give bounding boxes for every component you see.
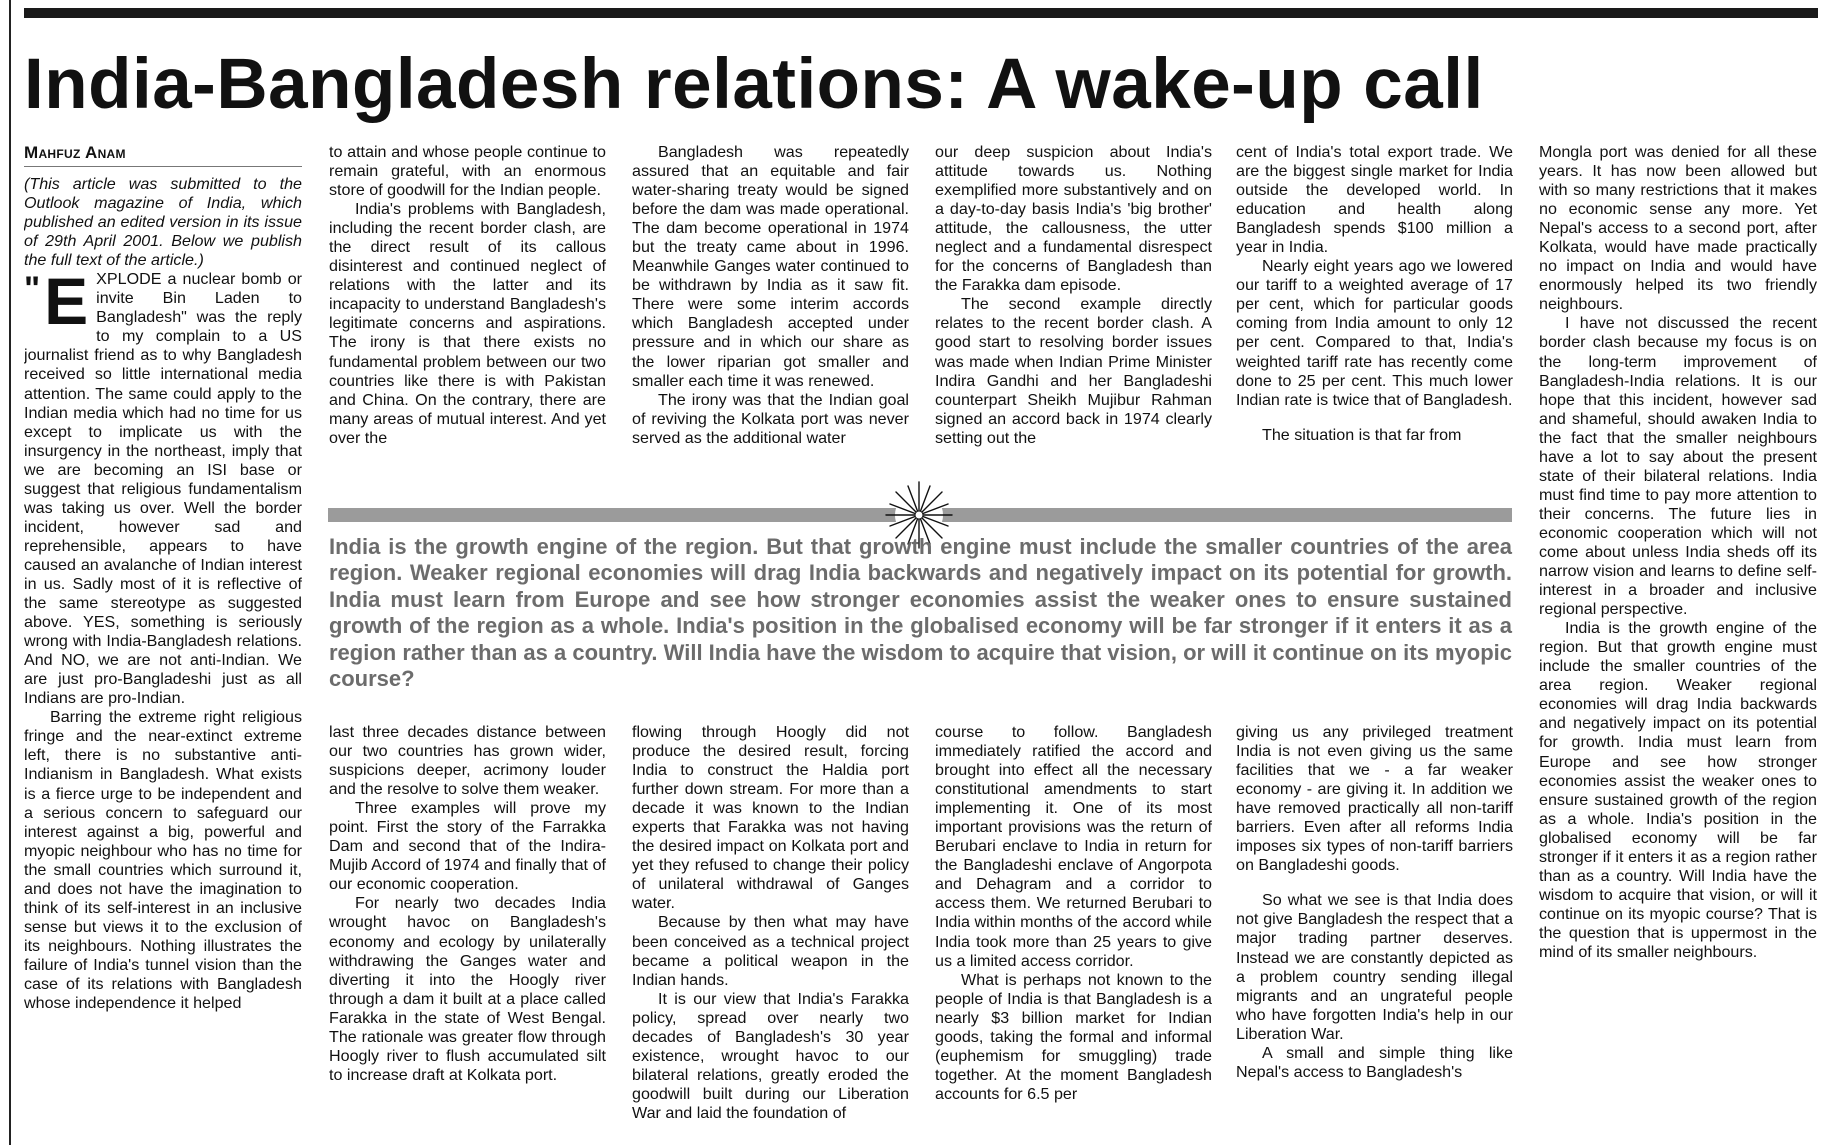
paragraph: For nearly two decades India wrought havoc on Bangladesh's economy and ecology by unilaterally withdrawing the Ganges water and diverting it into the Hoogly river through a dam it built at a place called Farakka in the state of West Bengal. The rationale was greater flow through Hoogly river to flush accumulated silt to increase draft at Kolkata port. — [329, 894, 606, 1084]
paragraph: What is perhaps not known to the people of India is that Bangladesh is a nearly $3 billion market for Indian goods, taking the formal and informal (euphemism for smuggling) trade together. At the moment Bangladesh accounts for 6.5 per — [935, 970, 1212, 1103]
column-5-bottom — [1236, 723, 1513, 1138]
left-border-rule — [9, 0, 11, 1145]
column-3-bottom — [632, 723, 909, 1138]
drop-cap: E — [44, 264, 89, 339]
paragraph: giving us any privileged treatment India is not even giving us the same facilities that we - a far weaker economy - are giving it. In addition we have removed practically all non-tariff barriers. Even after all reforms India imposes six types of non-tariff barriers on Bangladeshi goods. — [1236, 723, 1513, 875]
article-opening — [24, 264, 302, 708]
top-header-rule — [24, 8, 1818, 18]
column-2-bottom — [329, 723, 606, 1138]
paragraph: It is our view that India's Farakka policy, spread over nearly two decades of Bangladesh's 30 year existence, wrought havoc to our bilateral relations, greatly eroded the goodwill built during our Liberation War and laid the foundation of — [632, 989, 909, 1122]
paragraph: India's problems with Bangladesh, including the recent border clash, are the direct result of its callous disinterest and continued neglect of relations with the latter and its incapacity to understand Bangladesh's legitimate concerns and aspirations. The irony is that there exists no fundamental problem between our two countries like there is with Pakistan and China. On the contrary, there are many areas of mutual interest. And yet over the — [329, 200, 606, 447]
paragraph: last three decades distance between our two countries has grown wider, suspicions deeper, acrimony louder and the resolve to solve them weaker. — [329, 723, 606, 799]
paragraph: Bangladesh was repeatedly assured that an equitable and fair water-sharing treaty would be signed before the dam was made operational. The dam become operational in 1974 but the treaty came about in 1996. Meanwhile Ganges water continued to be withdrawn by India as it saw fit. There were some interim accords which Bangladesh accepted under pressure and in which our share as the lower riparian got smaller and smaller each time it was renewed. — [632, 143, 909, 390]
column-4-top — [935, 143, 1212, 488]
pull-quote: India is the growth engine of the region. But that growth engine must include the smaller countries of the area region. Weaker regional economies will drag India backwards and negatively impact on its potential for growth. India must learn from Europe and see how stronger economies assist the weaker ones to ensure sustained growth of the region as a whole. India's position in the globalised economy will be far stronger if it enters it as a region rather than as a country. Will India have the wisdom to acquire that vision, or will it continue on its myopic course? — [329, 534, 1512, 692]
paragraph: our deep suspicion about India's attitude towards us. Nothing exemplified more substantively and on a day-to-day basis India's 'big brother' attitude, the callousness, the utter neglect and a fundamental disrespect for the concerns of Bangladesh than the Farakka dam episode. — [935, 143, 1212, 295]
paragraph: course to follow. Bangladesh immediately ratified the accord and brought into effect all the necessary constitutional amendments to start implementing it. One of its most important provisions was the return of Berubari enclave to India in return for the Bangladeshi enclave of Angorpota and Dehagram and a corridor to access them. We returned Berubari to India within months of the accord while India took more than 25 years to give us a limited access corridor. — [935, 723, 1212, 970]
column-3-top — [632, 143, 909, 488]
paragraph: cent of India's total export trade. We are the biggest single market for India outside the developed world. In education and health along Bangladesh spends $100 million a year in India. — [1236, 143, 1513, 257]
byline: Mahfuz Anam — [24, 143, 302, 167]
paragraph: Because by then what may have been conceived as a technical project became a political weapon in the Indian hands. — [632, 913, 909, 989]
column-2-top — [329, 143, 606, 488]
paragraph: The second example directly relates to the recent border clash. A good start to resolving border issues was made when Indian Prime Minister Indira Gandhi and her Bangladeshi counterpart Sheikh Mujibur Rahman signed an accord back in 1974 clearly setting out the — [935, 295, 1212, 447]
paragraph: Three examples will prove my point. First the story of the Farrakka Dam and second that of the Indira-Mujib Accord of 1974 and finally that of our economic cooperation. — [329, 799, 606, 894]
paragraph: XPLODE a nuclear bomb or invite Bin Laden to Bangladesh" was the reply to my complain to a US journalist friend as to why Bangladesh received so little international media attention. The same could apply to the Indian media which had no time for us except to implicate us with the insurgency in the northeast, imply that we are becoming an ISI base or suggest that religious fundamentalism was taking us over. Well the border incident, however sad and reprehensible, appears to have caused an avalanche of Indian interest in us. Sadly most of it is reflective of the same stereotype as suggested above. YES, something is seriously wrong with India-Bangladesh relations. And NO, we are not anti-Indian. We are just pro-Bangladeshi just as all Indians are pro-Indian. — [24, 270, 302, 708]
paragraph: So what we see is that India does not give Bangladesh the respect that a major trading partner deserves. Instead we are constantly depicted as a problem country sending illegal migrants and an ungrateful people who have forgotten India's help in our Liberation War. — [1236, 891, 1513, 1043]
column-6 — [1539, 143, 1817, 1138]
paragraph: Mongla port was denied for all these years. It has now been allowed but with so many restrictions that it makes no economic sense any more. Yet Nepal's access to a second port, after Kolkata, would have made practically no impact on India and would have enormously helped its two friendly neighbours. — [1539, 143, 1817, 314]
article-headline: India-Bangladesh relations: A wake-up call — [24, 45, 1484, 124]
paragraph: The irony was that the Indian goal of reviving the Kolkata port was never served as the additional water — [632, 390, 909, 447]
paragraph: Barring the extreme right religious fringe and the near-extinct extreme left, there is no substantive anti-Indianism in Bangladesh. What exists is a fierce urge to be independent and a serious concern to safeguard our interest against a big, powerful and myopic neighbour who has no time for the small countries which surround it, and does not have the imagination to think of its self-interest in an inclusive sense but views it to the exclusion of its neighbours. Nothing illustrates the failure of India's tunnel vision than the case of its relations with Bangladesh whose independence it helped — [24, 708, 302, 1013]
editor-note: (This article was submitted to the Outlook magazine of India, which published an edited version in its issue of 29th April 2001. Below we publish the full text of the article.) — [24, 175, 302, 270]
column-1 — [24, 143, 302, 1138]
opening-quote-mark: " — [24, 270, 41, 309]
paragraph: A small and simple thing like Nepal's access to Bangladesh's — [1236, 1043, 1513, 1081]
paragraph: India is the growth engine of the region. But that growth engine must include the smaller countries of the area region. Weaker regional economies will drag India backwards and negatively impact on its potential for growth. India must learn from Europe and see how stronger economies assist the weaker ones to ensure sustained growth of the region as a whole. India's position in the globalised economy will be far stronger if it enters it as a region rather than as a country. Will India have the wisdom to acquire that vision, or will it continue on its myopic course? That is the question that is uppermost in the mind of its smaller neighbours. — [1539, 619, 1817, 961]
column-5-top — [1236, 143, 1513, 488]
paragraph: Nearly eight years ago we lowered our tariff to a weighted average of 17 per cent, which for particular goods coming from India amount to only 12 per cent. Compared to that, India's weighted tariff rate has recently come done to 25 per cent. This much lower Indian rate is twice that of Bangladesh. — [1236, 257, 1513, 409]
paragraph: flowing through Hoogly did not produce the desired result, forcing India to construct the Haldia port further down stream. For more than a decade it was known to the Indian experts that Farakka was not having the desired impact on Kolkata port and yet they refused to change their policy of unilateral withdrawal of Ganges water. — [632, 723, 909, 913]
paragraph: I have not discussed the recent border clash because my focus is on the long-term improvement of Bangladesh-India relations. It is our hope that this incident, however sad and shameful, should awaken India to the fact that the smaller neighbours have a lot to say about the present state of their bilateral relations. India must find time to pay more attention to their concerns. The future lies in economic cooperation which will not come about unless India sheds off its narrow vision and learns to define self-interest in a broader and inclusive regional perspective. — [1539, 314, 1817, 619]
paragraph: The situation is that far from — [1262, 425, 1462, 444]
paragraph: to attain and whose people continue to remain grateful, with an enormous store of goodwill for the Indian people. — [329, 143, 606, 200]
column-4-bottom — [935, 723, 1212, 1138]
